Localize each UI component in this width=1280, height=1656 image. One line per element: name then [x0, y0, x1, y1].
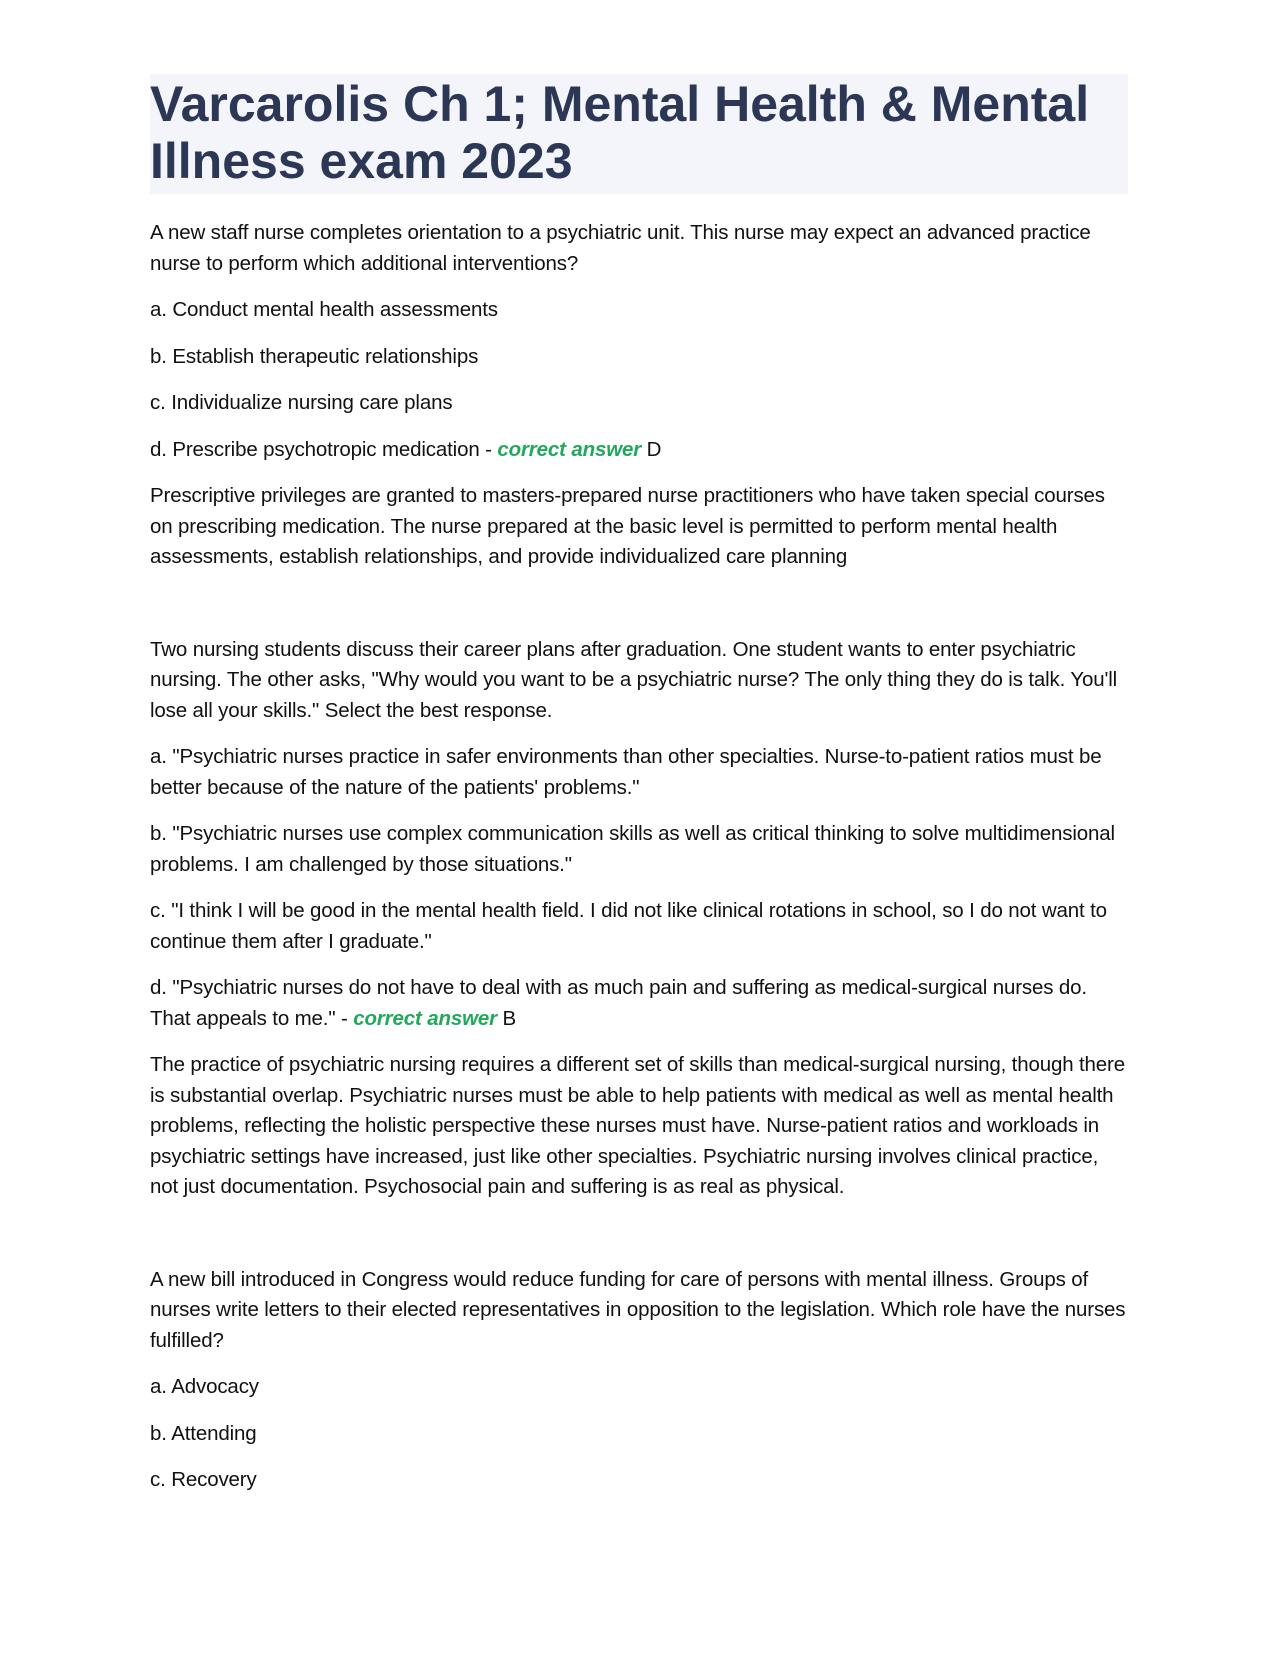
correct-answer-label: correct answer	[497, 437, 642, 461]
question-stem: A new staff nurse completes orientation to a psychiatric unit. This nurse may expect an advanced practice nurse to perform which additional interventions?	[150, 221, 1091, 275]
rationale: The practice of psychiatric nursing requires a different set of skills than medical-surgical nursing, though there is substantial overlap. Psychiatric nurses must be able to help patients with medical as well as mental health problems, reflecting the holistic perspective these nurses must have. Nurse-patient ratios and workloads in psychiatric settings have increased, just like other specialties. Psychiatric nursing involves clinical practice, not just documentation. Psychosocial pain and suffering is as real as physical.	[150, 1053, 1125, 1198]
option-d: d. Prescribe psychotropic medication -	[150, 437, 492, 461]
section-spacer	[150, 1219, 1128, 1265]
option-a: a. Conduct mental health assessments	[150, 298, 498, 321]
option-d-with-answer	[150, 973, 1128, 1034]
answer-letter: D	[646, 437, 662, 461]
option-b: b. Establish therapeutic relationships	[150, 344, 479, 368]
rationale: Prescriptive privileges are granted to masters-prepared nurse practitioners who have taken special courses on prescribing medication. The nurse prepared at the basic level is permitted to perform mental health assessments, establish relationships, and provide individualized care planning	[150, 484, 1105, 568]
question-2	[150, 635, 1128, 1203]
question-stem: A new bill introduced in Congress would reduce funding for care of persons with mental illness. Groups of nurses write letters to their elected representatives in opposition to the legislation. Which role have the nurses fulfilled?	[150, 1267, 1126, 1352]
correct-answer-label: correct answer	[353, 1006, 497, 1030]
document-body	[150, 74, 1128, 1512]
option-c: c. "I think I will be good in the mental health field. I did not like clinical rotations in school, so I do not want to continue them after I graduate."	[150, 899, 1107, 953]
option-d: d. "Psychiatric nurses do not have to deal with as much pain and suffering as medical-surgical nurses do. That appeals to me." -	[150, 976, 1087, 1030]
page-title: Varcarolis Ch 1; Mental Health & Mental Illness exam 2023	[150, 76, 1090, 189]
option-b: b. "Psychiatric nurses use complex communication skills as well as critical thinking to solve multidimensional problems. I am challenged by those situations."	[150, 822, 1115, 876]
option-a: a. "Psychiatric nurses practice in safer environments than other specialties. Nurse-to-patient ratios must be better because of the nature of the patients' problems."	[150, 745, 1102, 799]
question-stem: Two nursing students discuss their career plans after graduation. One student wants to enter psychiatric nursing. The other asks, "Why would you want to be a psychiatric nurse? The only thing they do is talk. You'll lose all your skills." Select the best response.	[150, 637, 1118, 722]
question-3	[150, 1265, 1128, 1496]
option-a: a. Advocacy	[150, 1375, 259, 1398]
option-d-with-answer	[150, 435, 1128, 466]
option-b: b. Attending	[150, 1421, 257, 1445]
answer-letter: B	[502, 1006, 517, 1030]
option-c: c. Recovery	[150, 1468, 257, 1491]
question-1	[150, 218, 1128, 573]
section-spacer	[150, 589, 1128, 635]
title-block	[150, 74, 1128, 194]
option-c: c. Individualize nursing care plans	[150, 391, 453, 414]
